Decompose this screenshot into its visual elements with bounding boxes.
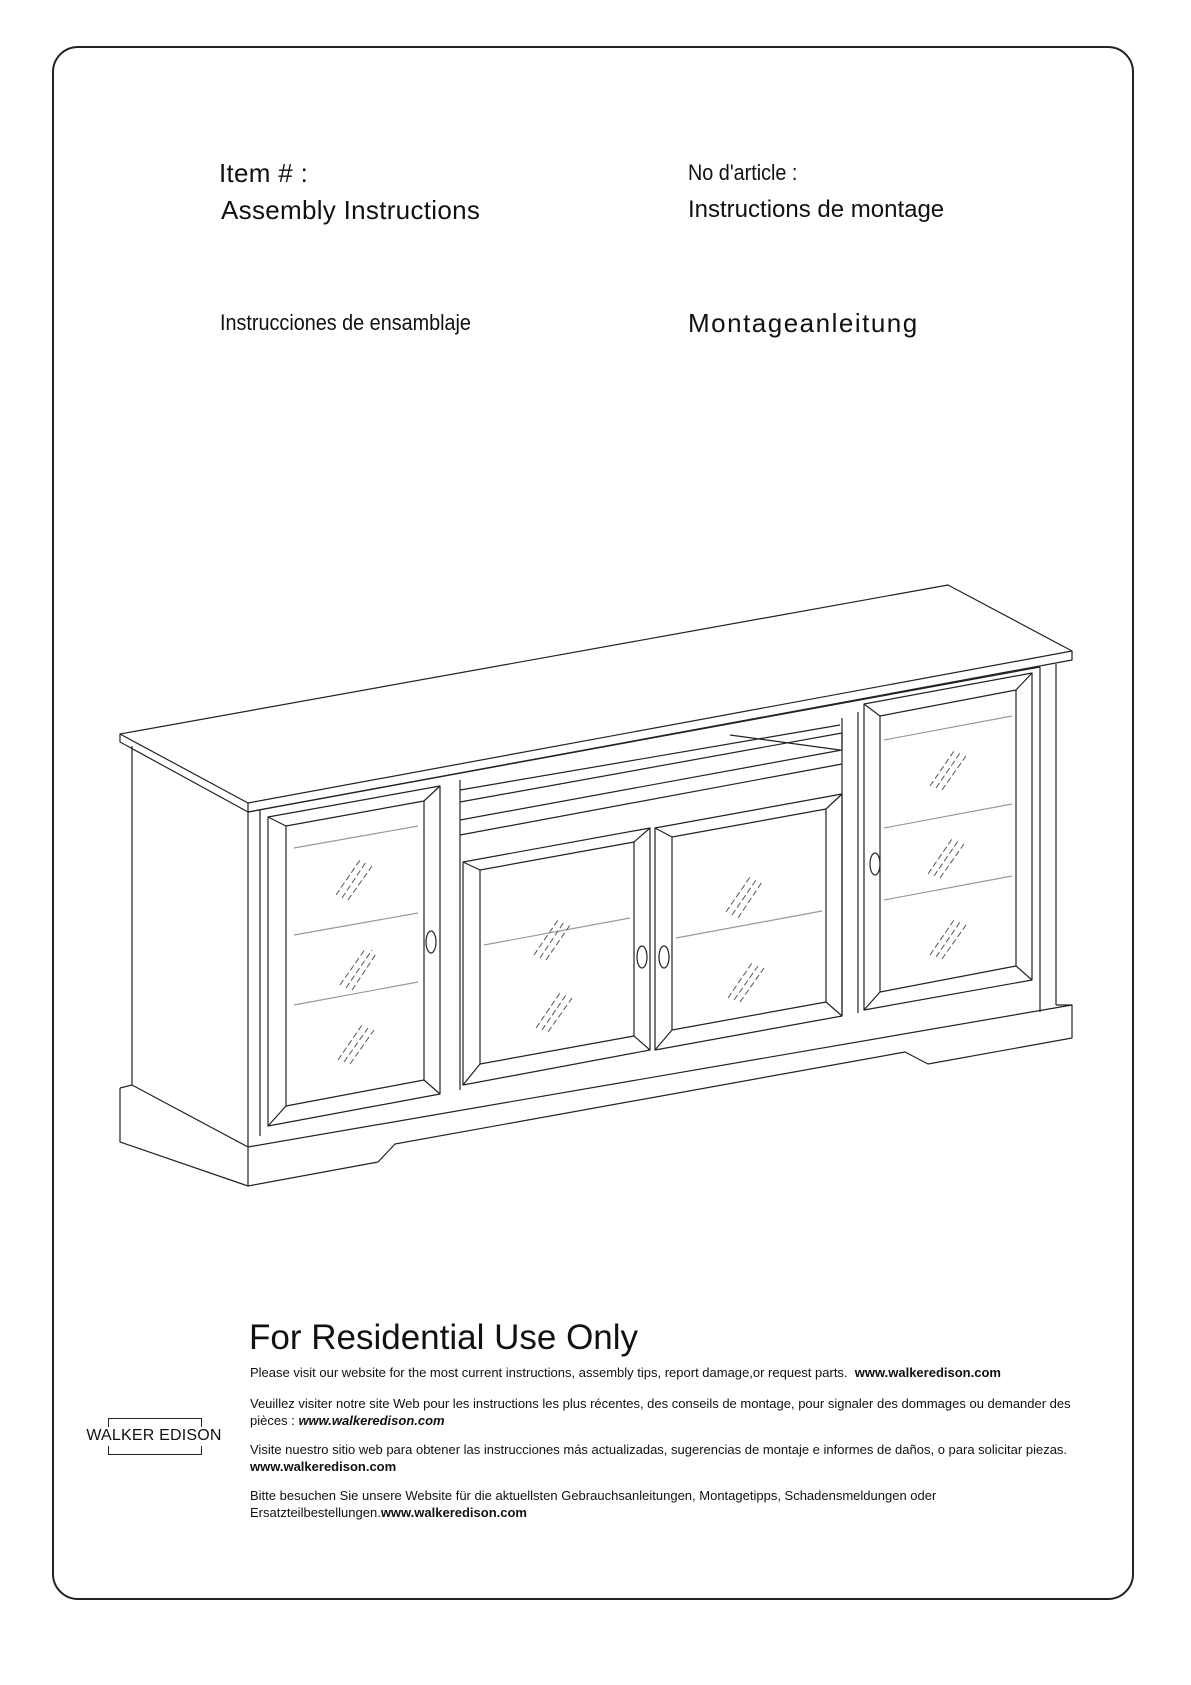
- logo-bracket-top: [108, 1418, 202, 1427]
- notice-es: [250, 1441, 1106, 1475]
- notice-es-text: Visite nuestro sitio web para obtener las instrucciones más actualizadas, sugerencias de montaje e informes de daños, o para solicitar piezas.: [250, 1442, 1068, 1457]
- website-link-de[interactable]: www.walkeredison.com: [380, 1505, 527, 1520]
- assembly-instructions-title-de: Montageanleitung: [688, 308, 919, 338]
- website-link-es[interactable]: www.walkeredison.com: [250, 1459, 397, 1474]
- notice-fr: [250, 1395, 1106, 1429]
- website-link-en[interactable]: www.walkeredison.com: [854, 1365, 1001, 1380]
- residential-use-title: For Residential Use Only: [249, 1318, 639, 1357]
- assembly-instructions-title-es: Instrucciones de ensamblaje: [220, 310, 471, 335]
- notice-de-text: Bitte besuchen Sie unsere Website für die aktuellsten Gebrauchsanleitungen, Montagetipps, Schadensmeldungen oder Ersatzteilbestellungen.: [250, 1488, 937, 1520]
- walker-edison-logo: [84, 1418, 224, 1454]
- notice-en: [250, 1364, 1106, 1381]
- notice-en-text: Please visit our website for the most current instructions, assembly tips, report damage,or request parts.: [250, 1365, 848, 1380]
- logo-bracket-bottom: [108, 1446, 202, 1455]
- item-number-label: Item # :: [219, 158, 309, 188]
- notice-fr-text: Veuillez visiter notre site Web pour les instructions les plus récentes, des conseils de montage, pour signaler des dommages ou demander des pièces :: [250, 1396, 1071, 1428]
- website-link-fr[interactable]: www.walkeredison.com: [298, 1413, 445, 1428]
- assembly-instructions-title-fr: Instructions de montage: [688, 196, 945, 223]
- notice-de: [250, 1487, 1106, 1521]
- item-number-label-fr: No d'article :: [688, 160, 798, 185]
- logo-text: WALKER EDISON: [86, 1427, 222, 1444]
- assembly-instructions-title: Assembly Instructions: [221, 195, 481, 225]
